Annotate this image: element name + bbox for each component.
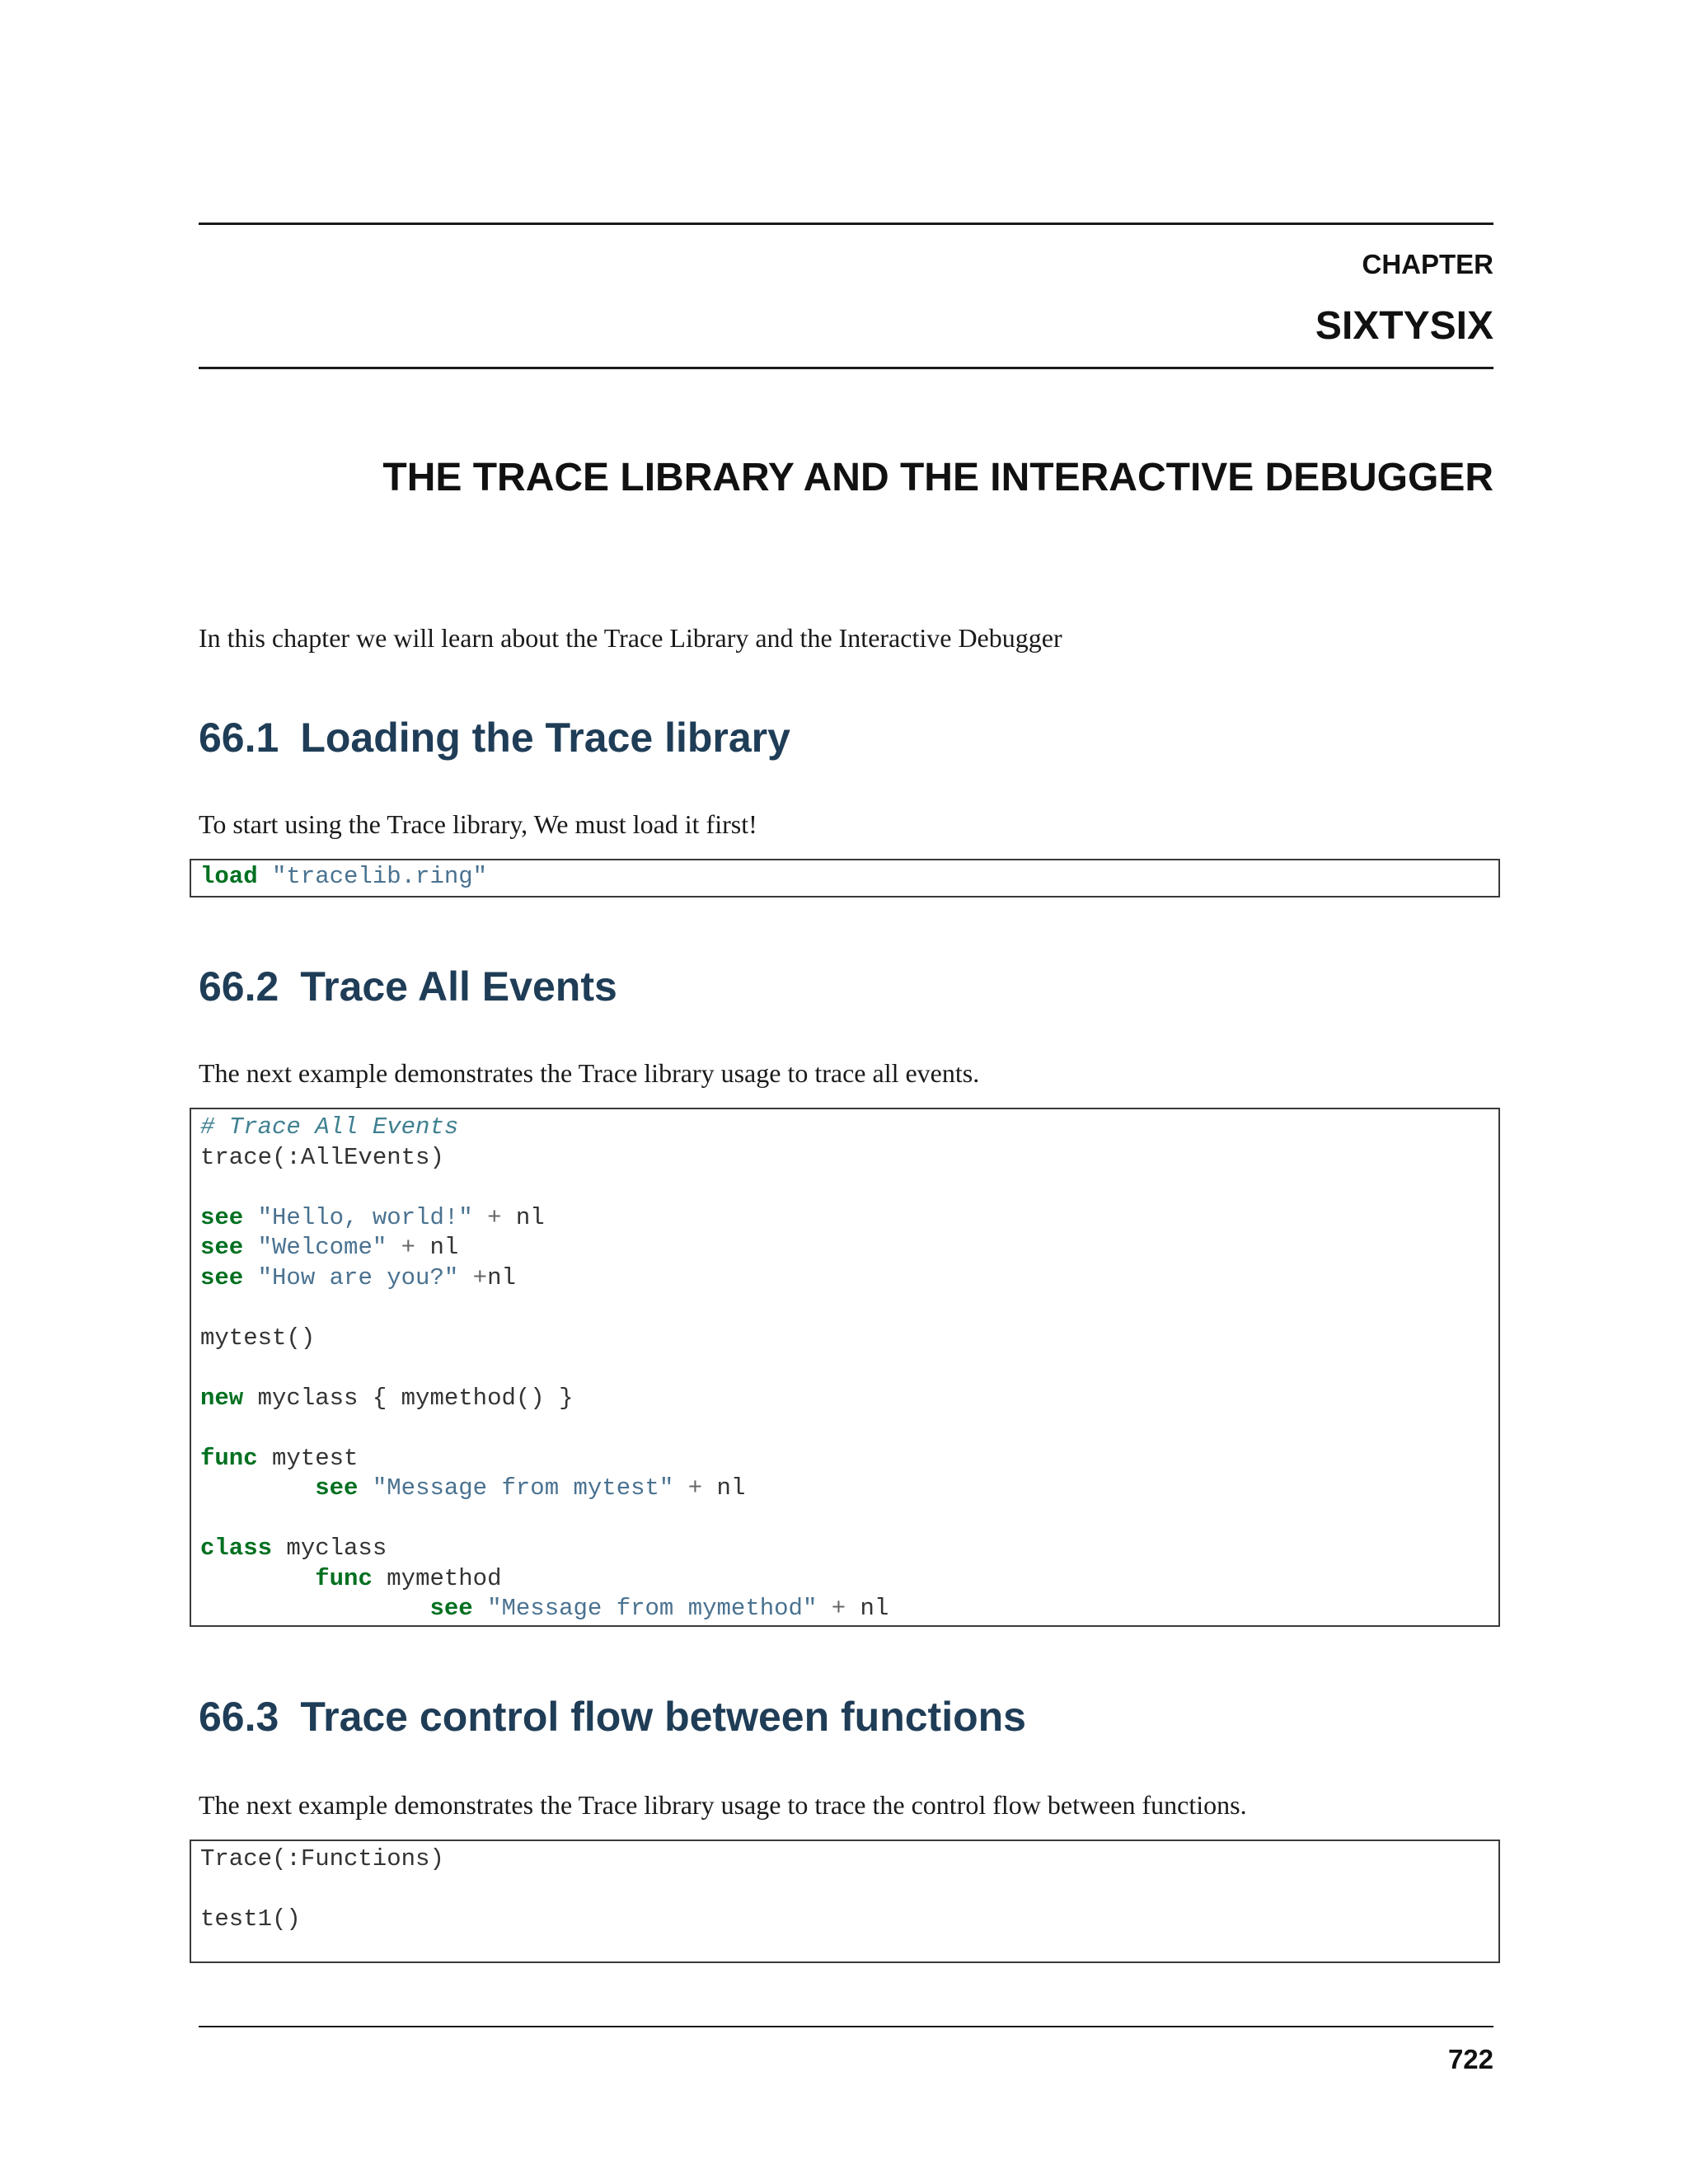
code-line (200, 1474, 1498, 1504)
code-token-id: nl (487, 1263, 516, 1291)
chapter-label: CHAPTER (1362, 249, 1493, 279)
code-token-str: "Message from mytest" (372, 1474, 674, 1502)
code-line (200, 1564, 1498, 1595)
section-number: 66.2 (199, 963, 279, 1010)
code-token-id: mytest (257, 1444, 359, 1472)
code-token-id (358, 1474, 372, 1502)
code-line (200, 1113, 1498, 1143)
code-token-kw: load (200, 863, 258, 890)
code-token-id: nl (846, 1595, 889, 1622)
code-token-id (673, 1474, 687, 1502)
code-token-kw: func (200, 1444, 258, 1472)
code-token-kw: see (429, 1595, 473, 1622)
section-title: Loading the Trace library (300, 715, 790, 761)
section-title: Trace control flow between functions (300, 1694, 1026, 1740)
code-token-str: "Hello, world!" (257, 1203, 473, 1231)
code-line (200, 1384, 1498, 1414)
footer-rule (199, 2026, 1493, 2027)
chapter-number: SIXTYSIX (1315, 304, 1493, 348)
code-token-kw: see (200, 1263, 244, 1291)
code-token-id (200, 1474, 315, 1502)
code-token-id (473, 1595, 487, 1622)
section-number: 66.3 (199, 1694, 279, 1740)
code-line (200, 1203, 1498, 1234)
code-block-load (190, 859, 1500, 898)
code-line (200, 1444, 1498, 1474)
code-token-id: myclass (272, 1535, 387, 1562)
chapter-bottom-rule (199, 367, 1493, 369)
code-line (200, 1594, 1498, 1624)
code-token-id: mytest() (200, 1324, 316, 1352)
code-token-id: Trace(:Functions) (200, 1845, 444, 1872)
section-number: 66.1 (199, 715, 279, 761)
code-line (200, 1504, 1498, 1535)
code-token-kw: func (315, 1564, 373, 1592)
code-token-id: nl (702, 1474, 746, 1502)
code-line (200, 1844, 1498, 1875)
code-token-str: "Message from mymethod" (487, 1595, 818, 1622)
code-token-id (473, 1204, 487, 1231)
code-token-op: + (487, 1203, 502, 1231)
code-token-id (387, 1234, 401, 1261)
code-token-id: nl (415, 1234, 459, 1261)
code-token-id: trace(:AllEvents) (200, 1143, 444, 1171)
code-token-id (817, 1595, 831, 1622)
code-line (200, 1263, 1498, 1294)
code-token-kw: see (315, 1474, 359, 1502)
chapter-title: THE TRACE LIBRARY AND THE INTERACTIVE DEBUGGER (382, 456, 1493, 499)
section-paragraph: To start using the Trace library, We must load it first! (199, 809, 757, 839)
code-block-trace-functions (190, 1840, 1500, 1963)
code-token-op: + (831, 1595, 846, 1622)
code-token-id (258, 863, 272, 890)
code-token-str: "tracelib.ring" (272, 863, 488, 890)
code-token-id (243, 1204, 257, 1231)
section-paragraph: The next example demonstrates the Trace library usage to trace all events. (199, 1058, 980, 1088)
section-title: Trace All Events (300, 963, 617, 1010)
code-token-id (458, 1264, 472, 1291)
chapter-top-rule (199, 223, 1493, 225)
code-token-id (243, 1264, 257, 1291)
page-number: 722 (1447, 2044, 1493, 2074)
code-line (200, 1935, 1498, 1966)
code-token-str: "Welcome" (257, 1234, 387, 1261)
section-heading-66-2 (199, 963, 617, 1010)
section-heading-66-1 (199, 714, 790, 762)
code-block-trace-all-events (190, 1108, 1500, 1627)
code-token-op: + (687, 1474, 703, 1502)
code-token-op: + (472, 1263, 488, 1291)
code-token-id: test1() (200, 1905, 301, 1933)
code-line (200, 1324, 1498, 1354)
code-line (200, 1875, 1498, 1905)
code-line (200, 1905, 1498, 1935)
code-token-id: nl (501, 1203, 545, 1231)
code-line (200, 1233, 1498, 1263)
code-token-id (200, 1565, 315, 1592)
code-token-str: "How are you?" (257, 1263, 459, 1291)
code-token-kw: new (200, 1384, 244, 1412)
code-token-kw: see (200, 1203, 244, 1231)
code-token-kw: class (200, 1535, 273, 1562)
code-token-cm: # Trace All Events (200, 1113, 459, 1141)
code-token-op: + (401, 1234, 416, 1261)
code-token-kw: see (200, 1234, 244, 1261)
section-paragraph: The next example demonstrates the Trace library usage to trace the control flow between functions. (199, 1790, 1247, 1820)
code-line (200, 1534, 1498, 1564)
code-line (200, 1353, 1498, 1384)
code-line (200, 862, 1498, 893)
code-line (200, 1413, 1498, 1444)
code-token-id: myclass { mymethod() } (243, 1384, 574, 1412)
code-token-id (243, 1234, 257, 1261)
intro-paragraph: In this chapter we will learn about the Trace Library and the Interactive Debugger (199, 623, 1062, 653)
section-heading-66-3 (199, 1693, 1026, 1741)
code-line (200, 1293, 1498, 1324)
code-line (200, 1143, 1498, 1174)
code-token-id (200, 1595, 429, 1622)
code-line (200, 1173, 1498, 1203)
code-token-id: mymethod (372, 1564, 502, 1592)
